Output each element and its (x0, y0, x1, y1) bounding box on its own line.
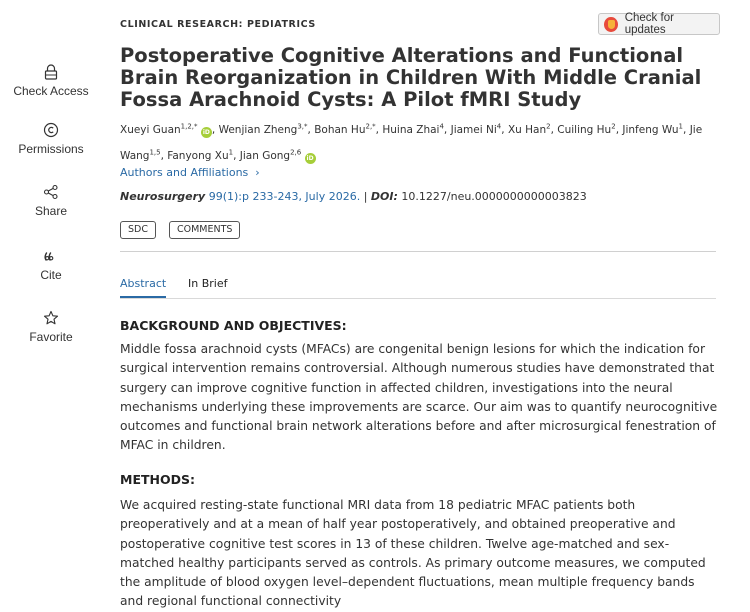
author-affiliation-sup: 3,* (297, 122, 308, 131)
author-item: Cuiling Hu$^2$, (557, 122, 623, 136)
author-name[interactable]: Huina Zhai (382, 124, 440, 136)
author-name[interactable]: Xu Han (507, 124, 547, 136)
author-affiliation-sup: 2,* (365, 122, 376, 131)
author-item: Fanyong Xu$^1$, (167, 148, 240, 162)
affiliations-label: Authors and Affiliations (120, 166, 249, 179)
author-item: Xueyi Guan$^{1,2,*}$ iD , (120, 122, 219, 136)
check-for-updates-label: Check for updates (624, 12, 674, 36)
cite-button[interactable] (0, 246, 102, 282)
author-name[interactable]: Jinfeng Wu (622, 124, 679, 136)
orcid-icon[interactable]: iD (306, 155, 314, 162)
check-access-button[interactable] (0, 62, 102, 98)
author-item: Jie Wang$^{1,5}$, (120, 124, 703, 162)
author-item: Huina Zhai$^4$, (382, 122, 451, 136)
author-affiliation-sup: 1 (678, 122, 683, 131)
copyright-icon (43, 120, 59, 140)
author-affiliation-sup: 2,6 (290, 148, 302, 157)
chevron-right-icon: › (251, 166, 260, 179)
check-for-updates-button[interactable] (598, 13, 720, 35)
author-affiliation-sup: 1 (228, 148, 234, 157)
doi-label: DOI: (370, 190, 398, 203)
crossmark-icon (604, 17, 618, 32)
author-name[interactable]: Bohan Hu (314, 124, 366, 136)
section-text-methods: We acquired resting-state functional MRI data from 18 pediatric MFAC patients both preoperatively and at a mean of half year postoperatively, and obtained preoperative and postoperative cognitive test scores in 13 of these children. Twelve age-matched and sex-matched healthy participants served as controls. As primary outcome measures, we computed the amplitude of blood oxygen level–dependent fluctuations, mean multiple frequency bands and regional functional connectivity (120, 498, 706, 609)
author-affiliation-sup: 2 (611, 122, 616, 131)
share-label: Share (34, 204, 68, 218)
tab-in-brief[interactable]: In Brief (188, 277, 228, 290)
citation-separator: | (363, 190, 371, 203)
author-name[interactable]: Wenjian Zheng (218, 124, 298, 136)
tab-abstract[interactable]: Abstract (120, 277, 166, 298)
author-item: Xu Han$^2$, (507, 122, 558, 136)
author-name[interactable]: Fanyong Xu (167, 150, 229, 162)
comments-button[interactable]: COMMENTS (169, 221, 240, 239)
article-tabs (120, 274, 716, 299)
star-icon (43, 308, 59, 328)
permissions-button[interactable] (0, 120, 102, 156)
authors-affiliations-link[interactable] (120, 166, 260, 179)
author-item: Jinfeng Wu$^1$, (622, 122, 690, 136)
author-name[interactable]: Jian Gong (239, 150, 291, 162)
divider (120, 251, 716, 252)
favorite-button[interactable] (0, 308, 102, 344)
doi-value[interactable]: 10.1227/neu.0000000000003823 (401, 190, 587, 203)
orcid-icon[interactable]: iD (202, 129, 210, 136)
journal-name[interactable]: Neurosurgery (120, 190, 206, 203)
author-name[interactable]: Jiamei Ni (450, 124, 497, 136)
cite-label: Cite (40, 268, 62, 282)
article-category: CLINICAL RESEARCH: PEDIATRICS (120, 19, 316, 30)
author-name[interactable]: Cuiling Hu (557, 124, 612, 136)
author-affiliation-sup: 2 (546, 122, 551, 131)
permissions-label: Permissions (18, 142, 84, 156)
favorite-label: Favorite (29, 330, 73, 344)
sdc-button[interactable]: SDC (120, 221, 156, 239)
share-button[interactable] (0, 182, 102, 218)
author-list (120, 117, 720, 169)
author-affiliation-sup: 4 (496, 122, 502, 131)
author-item: Jiamei Ni$^4$, (450, 122, 508, 136)
check-access-label: Check Access (13, 84, 89, 98)
share-icon (43, 182, 59, 202)
section-heading-background: BACKGROUND AND OBJECTIVES: (120, 318, 347, 333)
lock-icon (44, 62, 58, 82)
section-text-background: Middle fossa arachnoid cysts (MFACs) are congenital benign lesions for which the indication for surgical intervention remains controversial. Although numerous studies have demonstrated that surgery can improve cognitive function in affected children, investigations into the neural mechanisms underlying these improvements are scarce. Our aim was to quantify neurocognitive outcomes and functional brain network alterations before and after microsurgical fenestration of MFAC in children. (120, 342, 718, 453)
article-title: Postoperative Cognitive Alterations and Functional Brain Reorganization in Children With Middle Cranial Fossa Arachnoid Cysts: A Pilot fMRI Study (120, 44, 702, 111)
section-heading-methods: METHODS: (120, 472, 195, 487)
author-item: Bohan $Hu^{2,*}$, (314, 122, 383, 136)
volume-issue-link[interactable]: 99(1):p 233-243, July 2026. (208, 190, 361, 203)
quote-icon (43, 246, 59, 266)
author-affiliation-sup: 1,5 (149, 148, 161, 157)
author-affiliation-sup: 4 (439, 122, 444, 131)
author-item (240, 150, 316, 162)
author-name[interactable]: Xueyi Guan (120, 124, 181, 136)
author-item: Wenjian Zheng$^{3,*}$, (218, 122, 315, 136)
author-affiliation-sup: 1,2,* (180, 122, 198, 131)
citation-line (120, 190, 587, 203)
author-name[interactable]: Jie Wang (120, 124, 703, 162)
